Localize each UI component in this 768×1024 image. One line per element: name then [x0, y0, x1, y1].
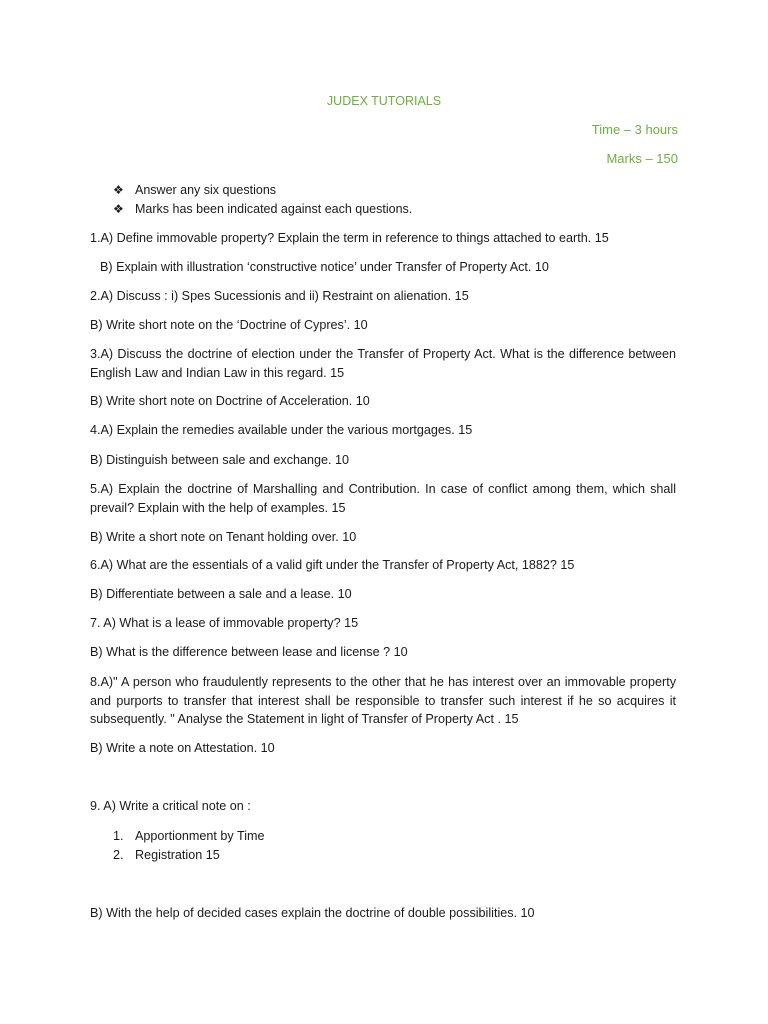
- question-9a: 9. A) Write a critical note on :: [90, 799, 251, 813]
- question-8b: B) Write a note on Attestation. 10: [90, 741, 275, 755]
- list-item: [113, 845, 265, 864]
- question-4a: 4.A) Explain the remedies available under the various mortgages. 15: [90, 423, 473, 437]
- list-number: 2.: [113, 847, 124, 862]
- question-9a-list: [113, 826, 265, 864]
- question-9b: B) With the help of decided cases explain the doctrine of double possibilities. 10: [90, 906, 535, 920]
- diamond-bullet-icon: ❖: [113, 201, 124, 216]
- question-2b: B) Write short note on the ‘Doctrine of Cypres’. 10: [90, 318, 368, 332]
- instructions-list: [113, 180, 412, 218]
- exam-marks: Marks – 150: [606, 151, 678, 166]
- question-7b: B) What is the difference between lease and license ? 10: [90, 645, 408, 659]
- question-6b: B) Differentiate between a sale and a lease. 10: [90, 587, 352, 601]
- document-title: JUDEX TUTORIALS: [326, 94, 442, 108]
- question-3a: 3.A) Discuss the doctrine of election under the Transfer of Property Act. What is the difference between English Law and Indian Law in this regard. 15: [90, 347, 676, 380]
- question-2a: 2.A) Discuss : i) Spes Sucessionis and ii) Restraint on alienation. 15: [90, 289, 469, 303]
- list-item: [113, 826, 265, 845]
- list-text: Registration 15: [135, 847, 220, 862]
- question-3b: B) Write short note on Doctrine of Acceleration. 10: [90, 394, 370, 408]
- instruction-item: [113, 180, 412, 199]
- instruction-text: Answer any six questions: [135, 182, 277, 197]
- exam-time: Time – 3 hours: [591, 122, 678, 137]
- instruction-item: [113, 199, 412, 218]
- instruction-text: Marks has been indicated against each questions.: [135, 201, 413, 216]
- question-8a: 8.A)" A person who fraudulently represents to the other that he has interest over an immovable property and purports to transfer that interest shall be responsible to transfer such interest if he so acquires it subsequently. " Analyse the Statement in light of Transfer of Property Act . 15: [90, 675, 676, 726]
- list-number: 1.: [113, 828, 124, 843]
- question-5b: B) Write a short note on Tenant holding over. 10: [90, 530, 357, 544]
- diamond-bullet-icon: ❖: [113, 182, 124, 197]
- question-1a: 1.A) Define immovable property? Explain the term in reference to things attached to earth. 15: [90, 231, 609, 245]
- question-5a: 5.A) Explain the doctrine of Marshalling and Contribution. In case of conflict among them, which shall prevail? Explain with the help of examples. 15: [90, 482, 676, 515]
- question-6a: 6.A) What are the essentials of a valid gift under the Transfer of Property Act, 1882? 15: [90, 558, 575, 572]
- question-1b: B) Explain with illustration ‘constructive notice’ under Transfer of Property Act. 10: [100, 260, 549, 274]
- question-7a: 7. A) What is a lease of immovable property? 15: [90, 616, 359, 630]
- question-4b: B) Distinguish between sale and exchange. 10: [90, 453, 350, 467]
- list-text: Apportionment by Time: [135, 828, 265, 843]
